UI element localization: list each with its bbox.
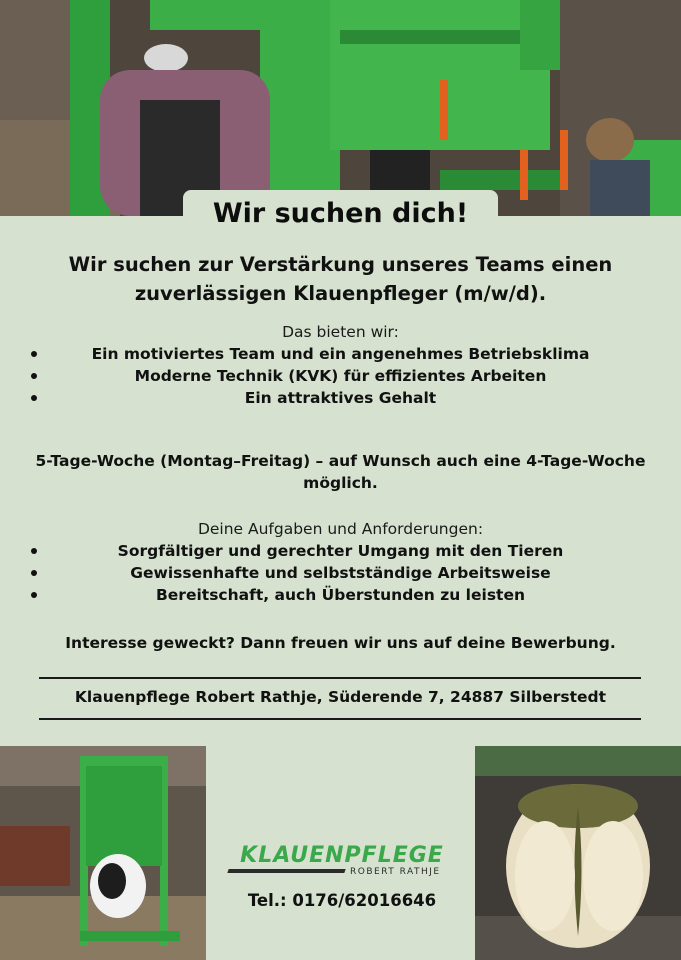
task-item-text: Sorgfältiger und gerechter Umgang mit den Tieren	[117, 542, 564, 560]
tasks-title: Deine Aufgaben und Anforderungen:	[197, 520, 484, 538]
chute-photo	[0, 746, 206, 960]
workweek-text: 5-Tage-Woche (Montag–Freitag) – auf Wunsch auch eine 4-Tage-Woche möglich.	[35, 452, 646, 492]
hero-photo	[0, 0, 681, 216]
bullet-icon	[31, 548, 37, 554]
offer-item-text: Ein attraktives Gehalt	[244, 389, 437, 407]
phone-number: Tel.: 0176/62016646	[247, 891, 437, 910]
logo-subtitle: ROBERT RATHJE	[350, 867, 441, 877]
list-item	[0, 584, 681, 606]
list-item	[0, 562, 681, 584]
tasks-list	[0, 540, 681, 606]
bullet-icon	[31, 351, 37, 357]
list-item	[0, 540, 681, 562]
offer-list	[0, 343, 681, 409]
address-text: Klauenpflege Robert Rathje, Süderende 7, 24887 Silberstedt	[74, 688, 607, 706]
list-item	[0, 365, 681, 387]
divider-bottom	[39, 718, 641, 720]
divider-top	[39, 677, 641, 679]
offer-item-text: Ein motiviertes Team und ein angenehmes Betriebsklima	[91, 345, 590, 363]
brand-logo: KLAUENPFLEGE	[240, 843, 444, 868]
headline: Wir suchen dich!	[212, 198, 469, 229]
task-item-text: Bereitschaft, auch Überstunden zu leisten	[155, 586, 526, 604]
bullet-icon	[31, 570, 37, 576]
task-item-text: Gewissenhafte und selbstständige Arbeitsweise	[130, 564, 551, 582]
bullet-icon	[31, 373, 37, 379]
hoof-photo	[475, 746, 681, 960]
bullet-icon	[31, 395, 37, 401]
logo-underline	[227, 869, 345, 873]
list-item	[0, 343, 681, 365]
offer-title: Das bieten wir:	[282, 323, 399, 341]
interest-text: Interesse geweckt? Dann freuen wir uns auf deine Bewerbung.	[65, 634, 616, 652]
intro-text: Wir suchen zur Verstärkung unseres Teams einen zuverlässigen Klauenpfleger (m/w/d).	[68, 253, 613, 305]
offer-item-text: Moderne Technik (KVK) für effizientes Arbeiten	[134, 367, 547, 385]
list-item	[0, 387, 681, 409]
bullet-icon	[31, 592, 37, 598]
